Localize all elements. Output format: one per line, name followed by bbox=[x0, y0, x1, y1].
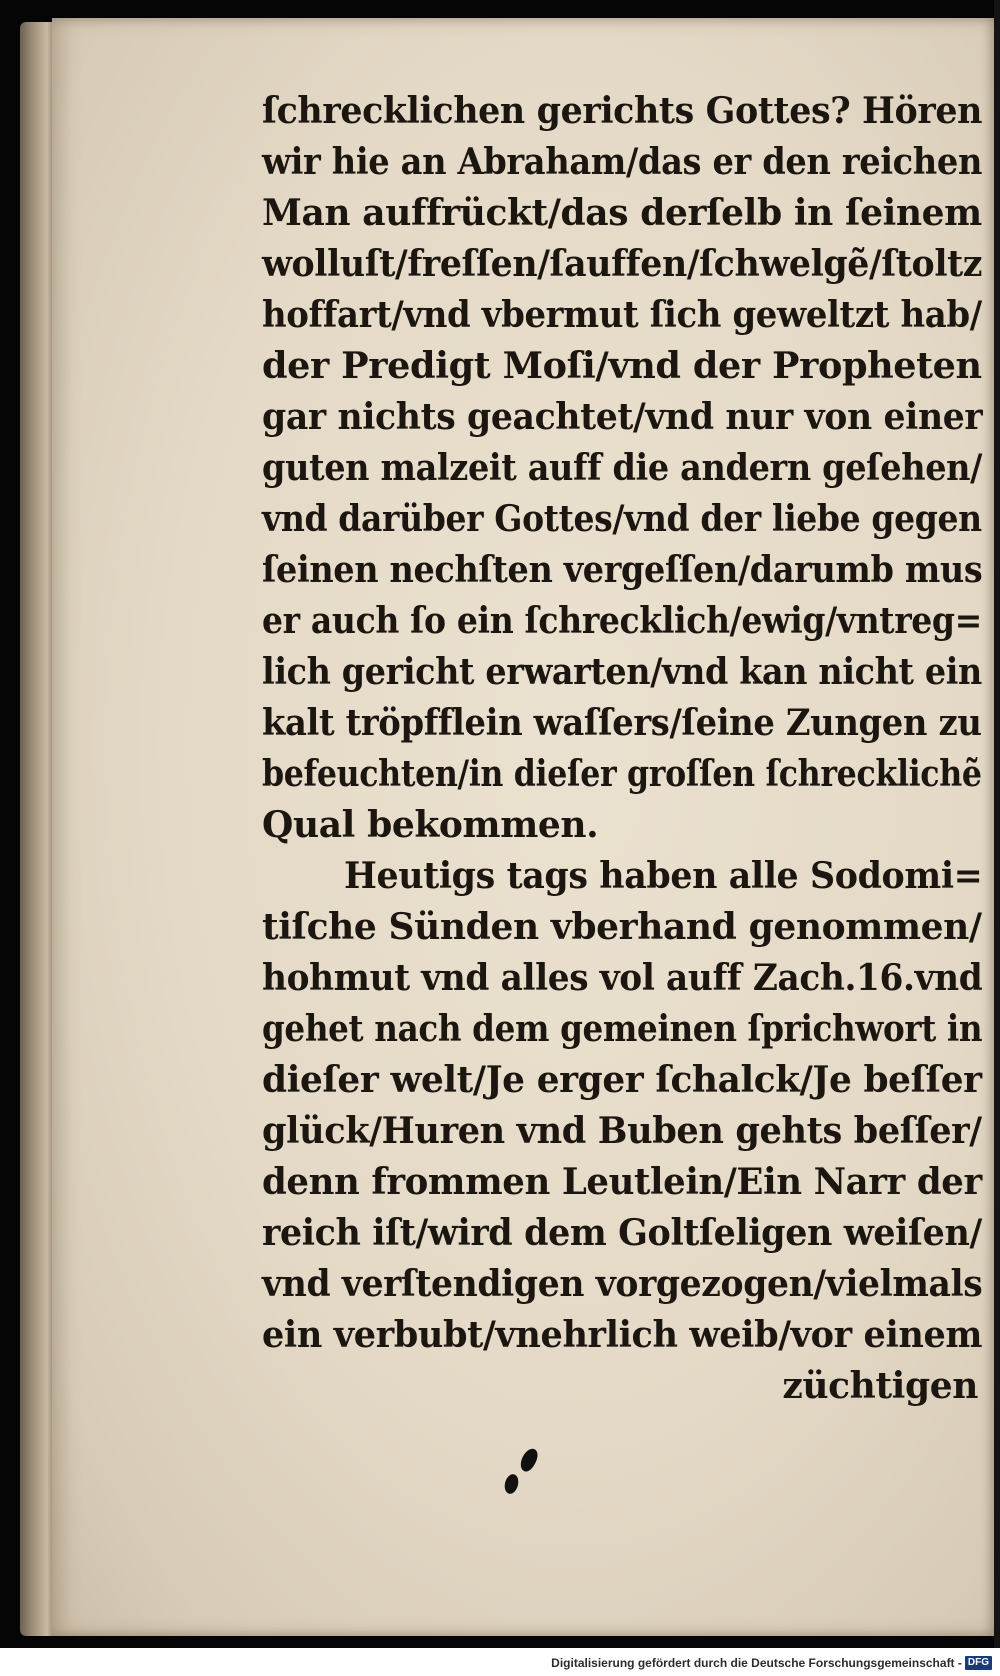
text-line: ein verbubt/vnehrlich weib/vor einem bbox=[262, 1314, 983, 1356]
text-line: tiſche Sünden vberhand genommen/ bbox=[262, 906, 982, 948]
dfg-logo-icon: DFG bbox=[965, 1656, 992, 1670]
text-line: vnd verſtendigen vorgezogen/vielmals bbox=[262, 1263, 983, 1305]
text-line: glück/Huren vnd Buben gehts beſſer/ bbox=[262, 1110, 982, 1152]
text-line: wir hie an Abraham/das er den reichen bbox=[262, 141, 983, 183]
text-line: reich iſt/wird dem Goltſeligen weiſen/ bbox=[262, 1212, 982, 1254]
text-line: wolluſt/freſſen/ſauffen/ſchwelgẽ/ſtoltz bbox=[262, 243, 983, 285]
text-line: befeuchten/in dieſer groſſen ſchrecklichẽ bbox=[262, 753, 982, 795]
credit-text: Digitalisierung gefördert durch die Deutsche Forschungsgemeinschaft - bbox=[551, 1655, 962, 1670]
text-line-paragraph-end: Qual bekommen. bbox=[262, 804, 599, 846]
digitization-credit bbox=[0, 1648, 1000, 1676]
text-line: denn frommen Leutlein/Ein Narr der bbox=[262, 1161, 982, 1203]
text-line: gehet nach dem gemeinen ſprichwort in bbox=[262, 1008, 983, 1050]
text-line: ſeinen nechſten vergeſſen/darumb mus bbox=[262, 549, 983, 591]
text-line: der Predigt Moſi/vnd der Propheten bbox=[262, 345, 982, 387]
text-line: vnd darüber Gottes/vnd der liebe gegen bbox=[262, 498, 982, 540]
text-line: Man auffrückt/das derſelb in ſeinem bbox=[262, 192, 982, 234]
text-line: gar nichts geachtet/vnd nur von einer bbox=[262, 396, 983, 438]
body-text bbox=[262, 86, 982, 1412]
text-line: guten malzeit auff die andern geſehen/ bbox=[262, 447, 983, 489]
text-line: er auch ſo ein ſchrecklich/ewig/vntreg= bbox=[262, 600, 983, 642]
text-line: dieſer welt/Je erger ſchalck/Je beſſer bbox=[262, 1059, 982, 1101]
catchword: züchtigen bbox=[782, 1365, 978, 1407]
text-line: lich gericht erwarten/vnd kan nicht ein bbox=[262, 651, 982, 693]
text-line: kalt tröpfflein waſſers/ſeine Zungen zu bbox=[262, 702, 982, 744]
text-line: ſchrecklichen gerichts Gottes? Hören bbox=[262, 90, 983, 132]
text-line: hoffart/vnd vbermut ſich geweltzt hab/ bbox=[262, 294, 982, 336]
binding-edge bbox=[994, 0, 1000, 1676]
text-line: hohmut vnd alles vol auff Zach.16.vnd bbox=[262, 957, 983, 999]
text-line-paragraph-start: Heutigs tags haben alle Sodomi= bbox=[344, 855, 983, 897]
